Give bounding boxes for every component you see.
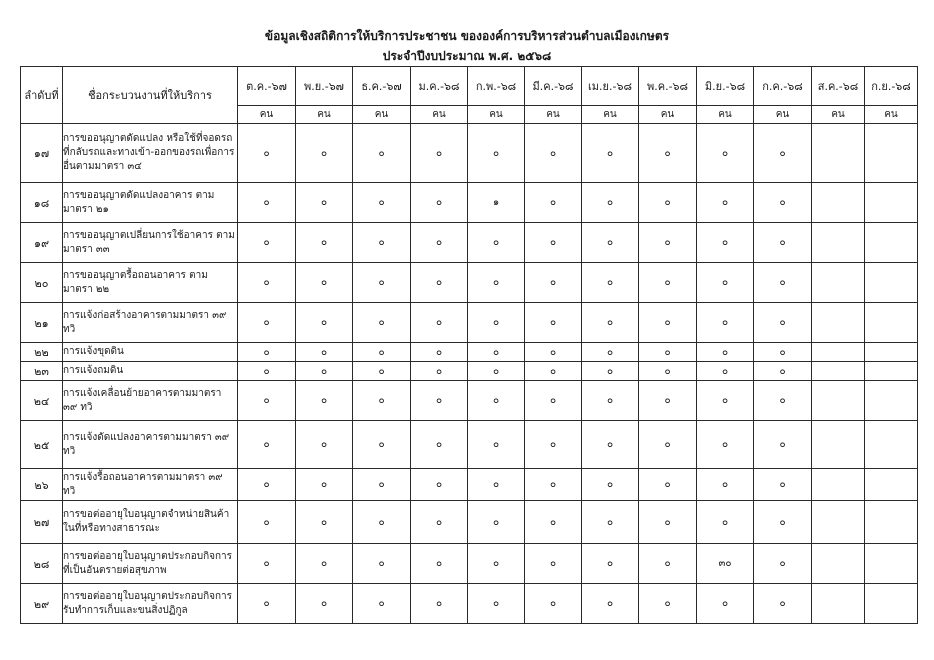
row-month-value: ๐ bbox=[296, 584, 353, 624]
row-month-value: ๐ bbox=[353, 501, 411, 544]
table-row bbox=[21, 584, 918, 624]
row-month-value: ๐ bbox=[296, 362, 353, 381]
row-month-value: ๐ bbox=[525, 223, 582, 263]
table-row bbox=[21, 362, 918, 381]
row-seq: ๑๗ bbox=[21, 124, 63, 183]
row-month-value: ๐ bbox=[697, 501, 754, 544]
row-month-value: ๐ bbox=[411, 544, 468, 584]
row-month-value bbox=[812, 584, 865, 624]
row-month-value bbox=[865, 421, 918, 469]
row-month-value bbox=[812, 501, 865, 544]
row-month-value: ๐ bbox=[353, 381, 411, 421]
header-month: ก.ย.-๖๘ bbox=[865, 67, 918, 106]
row-month-value: ๐ bbox=[525, 362, 582, 381]
row-month-value: ๐ bbox=[238, 544, 296, 584]
row-month-value: ๐ bbox=[639, 183, 697, 223]
row-month-value: ๐ bbox=[582, 501, 639, 544]
header-month: ส.ค.-๖๘ bbox=[812, 67, 865, 106]
row-month-value: ๐ bbox=[639, 263, 697, 303]
row-month-value bbox=[865, 381, 918, 421]
row-month-value: ๐ bbox=[353, 343, 411, 362]
row-month-value: ๐ bbox=[411, 469, 468, 501]
row-month-value: ๐ bbox=[525, 381, 582, 421]
row-month-value: ๐ bbox=[582, 343, 639, 362]
row-month-value: ๐ bbox=[238, 223, 296, 263]
row-month-value: ๐ bbox=[525, 183, 582, 223]
row-month-value: ๐ bbox=[296, 469, 353, 501]
row-month-value bbox=[865, 469, 918, 501]
row-month-value: ๐ bbox=[697, 124, 754, 183]
row-month-value: ๐ bbox=[754, 421, 812, 469]
row-month-value: ๐ bbox=[238, 124, 296, 183]
row-month-value bbox=[812, 223, 865, 263]
row-seq: ๒๖ bbox=[21, 469, 63, 501]
row-month-value bbox=[865, 263, 918, 303]
row-month-value: ๐ bbox=[353, 584, 411, 624]
row-month-value: ๐ bbox=[582, 183, 639, 223]
row-service-name: การแจ้งรื้อถอนอาคารตามมาตรา ๓๙ ทวิ bbox=[63, 469, 238, 501]
header-month: พ.ค.-๖๘ bbox=[639, 67, 697, 106]
row-month-value: ๐ bbox=[754, 381, 812, 421]
header-service: ชื่อกระบวนงานที่ให้บริการ bbox=[63, 67, 238, 124]
row-service-name: การแจ้งเคลื่อนย้ายอาคารตามมาตรา ๓๙ ทวิ bbox=[63, 381, 238, 421]
row-service-name: การแจ้งขุดดิน bbox=[63, 343, 238, 362]
row-month-value: ๐ bbox=[525, 584, 582, 624]
header-unit: คน bbox=[582, 106, 639, 124]
row-month-value bbox=[865, 343, 918, 362]
row-month-value: ๐ bbox=[296, 501, 353, 544]
row-month-value bbox=[865, 303, 918, 343]
row-month-value bbox=[865, 183, 918, 223]
row-month-value: ๐ bbox=[411, 501, 468, 544]
row-seq: ๒๕ bbox=[21, 421, 63, 469]
row-month-value: ๐ bbox=[411, 381, 468, 421]
row-seq: ๒๔ bbox=[21, 381, 63, 421]
row-service-name: การแจ้งดัดแปลงอาคารตามมาตรา ๓๙ ทวิ bbox=[63, 421, 238, 469]
row-month-value bbox=[865, 223, 918, 263]
row-month-value bbox=[812, 381, 865, 421]
header-unit: คน bbox=[754, 106, 812, 124]
row-month-value: ๐ bbox=[411, 124, 468, 183]
row-month-value: ๐ bbox=[639, 381, 697, 421]
header-month: มิ.ย.-๖๘ bbox=[697, 67, 754, 106]
header-month: ม.ค.-๖๘ bbox=[411, 67, 468, 106]
row-month-value: ๐ bbox=[468, 362, 525, 381]
row-month-value bbox=[865, 544, 918, 584]
table-row bbox=[21, 183, 918, 223]
row-month-value: ๐ bbox=[582, 584, 639, 624]
row-month-value: ๐ bbox=[238, 469, 296, 501]
header-month: พ.ย.-๖๗ bbox=[296, 67, 353, 106]
row-service-name: การขออนุญาตรื้อถอนอาคาร ตามมาตรา ๒๒ bbox=[63, 263, 238, 303]
header-month: ก.พ.-๖๘ bbox=[468, 67, 525, 106]
row-seq: ๒๑ bbox=[21, 303, 63, 343]
header-unit: คน bbox=[468, 106, 525, 124]
row-month-value: ๐ bbox=[238, 263, 296, 303]
row-seq: ๒๗ bbox=[21, 501, 63, 544]
row-seq: ๑๘ bbox=[21, 183, 63, 223]
service-statistics-table bbox=[20, 66, 918, 624]
row-month-value: ๐ bbox=[754, 223, 812, 263]
row-month-value: ๐ bbox=[697, 343, 754, 362]
row-month-value: ๐ bbox=[411, 183, 468, 223]
row-month-value: ๓๐ bbox=[697, 544, 754, 584]
row-month-value: ๐ bbox=[639, 362, 697, 381]
row-month-value: ๐ bbox=[353, 421, 411, 469]
table-row bbox=[21, 381, 918, 421]
row-month-value: ๐ bbox=[754, 263, 812, 303]
row-month-value: ๐ bbox=[639, 124, 697, 183]
row-month-value: ๐ bbox=[754, 303, 812, 343]
header-unit: คน bbox=[697, 106, 754, 124]
header-unit: คน bbox=[525, 106, 582, 124]
row-month-value: ๐ bbox=[525, 124, 582, 183]
table-row bbox=[21, 303, 918, 343]
row-service-name: การแจ้งก่อสร้างอาคารตามมาตรา ๓๙ ทวิ bbox=[63, 303, 238, 343]
row-month-value: ๐ bbox=[296, 124, 353, 183]
row-month-value: ๐ bbox=[468, 223, 525, 263]
row-seq: ๑๙ bbox=[21, 223, 63, 263]
row-month-value: ๐ bbox=[468, 303, 525, 343]
header-unit: คน bbox=[353, 106, 411, 124]
header-unit: คน bbox=[238, 106, 296, 124]
header-month: ธ.ค.-๖๗ bbox=[353, 67, 411, 106]
table-row bbox=[21, 124, 918, 183]
row-month-value: ๐ bbox=[468, 124, 525, 183]
row-month-value: ๐ bbox=[697, 584, 754, 624]
row-month-value bbox=[812, 469, 865, 501]
row-month-value: ๐ bbox=[525, 263, 582, 303]
row-month-value bbox=[865, 501, 918, 544]
row-month-value: ๐ bbox=[697, 421, 754, 469]
table-row bbox=[21, 544, 918, 584]
row-month-value: ๐ bbox=[697, 183, 754, 223]
row-month-value: ๐ bbox=[468, 501, 525, 544]
document-subtitle: ประจำปีงบประมาณ พ.ศ. ๒๕๖๘ bbox=[382, 49, 552, 63]
row-month-value: ๐ bbox=[411, 584, 468, 624]
row-month-value: ๐ bbox=[296, 381, 353, 421]
row-service-name: การขอต่ออายุใบอนุญาตจำหน่ายสินค้าในที่หรือทางสาธารณะ bbox=[63, 501, 238, 544]
row-month-value bbox=[865, 362, 918, 381]
row-month-value: ๐ bbox=[468, 343, 525, 362]
row-month-value bbox=[812, 544, 865, 584]
row-month-value: ๐ bbox=[353, 183, 411, 223]
row-month-value: ๐ bbox=[754, 501, 812, 544]
row-month-value: ๑ bbox=[468, 183, 525, 223]
row-month-value: ๐ bbox=[754, 362, 812, 381]
row-month-value: ๐ bbox=[238, 421, 296, 469]
row-month-value: ๐ bbox=[525, 343, 582, 362]
row-month-value bbox=[812, 183, 865, 223]
row-month-value: ๐ bbox=[639, 501, 697, 544]
row-month-value: ๐ bbox=[238, 501, 296, 544]
row-month-value: ๐ bbox=[296, 223, 353, 263]
row-service-name: การแจ้งถมดิน bbox=[63, 362, 238, 381]
row-month-value: ๐ bbox=[754, 343, 812, 362]
row-service-name: การขอต่ออายุใบอนุญาตประกอบกิจการที่เป็นอันตรายต่อสุขภาพ bbox=[63, 544, 238, 584]
document-title: ข้อมูลเชิงสถิติการให้บริการประชาชน ขององค์การบริหารส่วนตำบลเมืองเกษตร bbox=[264, 29, 670, 43]
row-month-value: ๐ bbox=[582, 124, 639, 183]
row-month-value: ๐ bbox=[639, 343, 697, 362]
header-month: มี.ค.-๖๘ bbox=[525, 67, 582, 106]
row-month-value: ๐ bbox=[754, 469, 812, 501]
row-month-value bbox=[865, 584, 918, 624]
row-month-value: ๐ bbox=[296, 544, 353, 584]
row-month-value: ๐ bbox=[353, 263, 411, 303]
row-month-value: ๐ bbox=[639, 303, 697, 343]
row-month-value: ๐ bbox=[754, 544, 812, 584]
row-month-value: ๐ bbox=[582, 469, 639, 501]
row-month-value: ๐ bbox=[296, 263, 353, 303]
header-unit: คน bbox=[812, 106, 865, 124]
row-month-value: ๐ bbox=[411, 263, 468, 303]
row-month-value: ๐ bbox=[525, 303, 582, 343]
row-month-value: ๐ bbox=[468, 421, 525, 469]
header-seq: ลำดับที่ bbox=[21, 67, 63, 124]
row-month-value: ๐ bbox=[697, 469, 754, 501]
row-month-value: ๐ bbox=[238, 381, 296, 421]
header-unit: คน bbox=[865, 106, 918, 124]
row-month-value: ๐ bbox=[238, 343, 296, 362]
row-month-value: ๐ bbox=[639, 469, 697, 501]
row-month-value: ๐ bbox=[697, 303, 754, 343]
row-month-value bbox=[812, 362, 865, 381]
row-month-value: ๐ bbox=[639, 584, 697, 624]
row-month-value: ๐ bbox=[353, 544, 411, 584]
table-row bbox=[21, 223, 918, 263]
row-month-value: ๐ bbox=[411, 343, 468, 362]
row-month-value: ๐ bbox=[582, 421, 639, 469]
row-month-value: ๐ bbox=[582, 362, 639, 381]
header-month: ต.ค.-๖๗ bbox=[238, 67, 296, 106]
row-month-value: ๐ bbox=[411, 223, 468, 263]
table-row bbox=[21, 469, 918, 501]
row-month-value bbox=[812, 263, 865, 303]
row-month-value: ๐ bbox=[296, 421, 353, 469]
row-month-value: ๐ bbox=[468, 544, 525, 584]
row-month-value: ๐ bbox=[468, 381, 525, 421]
row-seq: ๒๐ bbox=[21, 263, 63, 303]
row-month-value bbox=[812, 303, 865, 343]
header-unit: คน bbox=[296, 106, 353, 124]
row-month-value: ๐ bbox=[697, 263, 754, 303]
row-seq: ๒๙ bbox=[21, 584, 63, 624]
row-month-value: ๐ bbox=[697, 381, 754, 421]
row-month-value: ๐ bbox=[697, 362, 754, 381]
table-row bbox=[21, 421, 918, 469]
row-month-value: ๐ bbox=[697, 223, 754, 263]
row-service-name: การขอต่ออายุใบอนุญาตประกอบกิจการรับทำการเก็บและขนสิ่งปฏิกูล bbox=[63, 584, 238, 624]
header-month: ก.ค.-๖๘ bbox=[754, 67, 812, 106]
header-month: เม.ย.-๖๘ bbox=[582, 67, 639, 106]
row-month-value: ๐ bbox=[754, 183, 812, 223]
row-service-name: การขออนุญาตดัดแปลงอาคาร ตามมาตรา ๒๑ bbox=[63, 183, 238, 223]
table-row bbox=[21, 263, 918, 303]
row-month-value: ๐ bbox=[238, 303, 296, 343]
row-month-value: ๐ bbox=[353, 223, 411, 263]
row-service-name: การขออนุญาตดัดแปลง หรือใช้ที่จอดรถที่กลับรถและทางเข้า-ออกของรถเพื่อการอื่นตามมาตรา ๓๔ bbox=[63, 124, 238, 183]
row-month-value: ๐ bbox=[296, 183, 353, 223]
row-seq: ๒๒ bbox=[21, 343, 63, 362]
table-row bbox=[21, 343, 918, 362]
row-month-value: ๐ bbox=[238, 584, 296, 624]
row-month-value: ๐ bbox=[468, 469, 525, 501]
row-month-value bbox=[812, 343, 865, 362]
row-month-value: ๐ bbox=[582, 223, 639, 263]
row-month-value: ๐ bbox=[353, 124, 411, 183]
row-month-value: ๐ bbox=[353, 362, 411, 381]
row-month-value: ๐ bbox=[353, 303, 411, 343]
header-unit: คน bbox=[411, 106, 468, 124]
table-row bbox=[21, 501, 918, 544]
row-month-value: ๐ bbox=[582, 381, 639, 421]
row-seq: ๒๘ bbox=[21, 544, 63, 584]
row-month-value: ๐ bbox=[754, 124, 812, 183]
row-month-value: ๐ bbox=[296, 303, 353, 343]
row-month-value: ๐ bbox=[639, 421, 697, 469]
row-month-value: ๐ bbox=[296, 343, 353, 362]
row-service-name: การขออนุญาตเปลี่ยนการใช้อาคาร ตามมาตรา ๓๓ bbox=[63, 223, 238, 263]
row-month-value: ๐ bbox=[754, 584, 812, 624]
row-month-value: ๐ bbox=[525, 501, 582, 544]
row-month-value: ๐ bbox=[582, 303, 639, 343]
row-seq: ๒๓ bbox=[21, 362, 63, 381]
row-month-value: ๐ bbox=[639, 544, 697, 584]
row-month-value: ๐ bbox=[639, 223, 697, 263]
row-month-value: ๐ bbox=[411, 362, 468, 381]
row-month-value: ๐ bbox=[468, 584, 525, 624]
row-month-value bbox=[812, 124, 865, 183]
row-month-value: ๐ bbox=[238, 183, 296, 223]
row-month-value: ๐ bbox=[411, 421, 468, 469]
row-month-value: ๐ bbox=[411, 303, 468, 343]
row-month-value: ๐ bbox=[525, 544, 582, 584]
row-month-value bbox=[812, 421, 865, 469]
row-month-value: ๐ bbox=[582, 263, 639, 303]
row-month-value bbox=[865, 124, 918, 183]
row-month-value: ๐ bbox=[525, 469, 582, 501]
header-unit: คน bbox=[639, 106, 697, 124]
row-month-value: ๐ bbox=[468, 263, 525, 303]
row-month-value: ๐ bbox=[238, 362, 296, 381]
row-month-value: ๐ bbox=[353, 469, 411, 501]
row-month-value: ๐ bbox=[525, 421, 582, 469]
row-month-value: ๐ bbox=[582, 544, 639, 584]
